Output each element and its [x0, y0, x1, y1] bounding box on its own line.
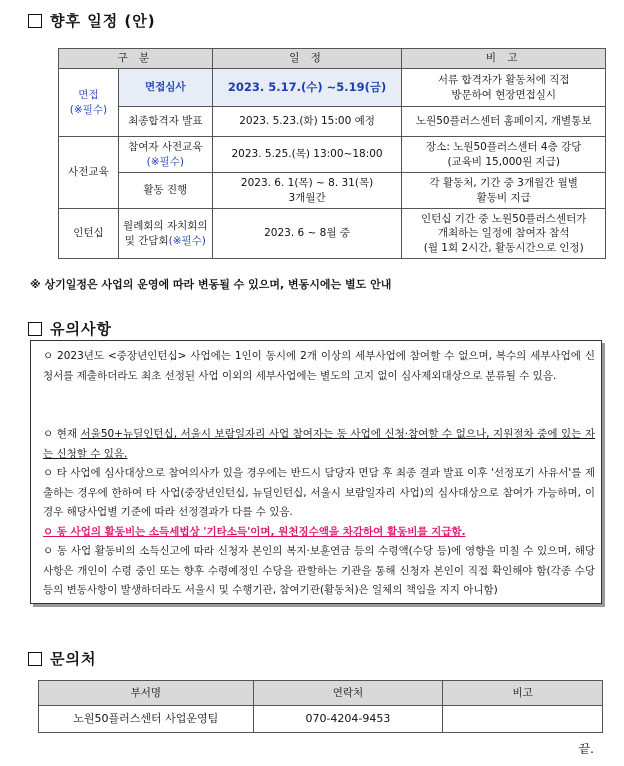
department-cell: 노원50플러스센터 사업운영팀: [39, 706, 254, 733]
schedule-table: [58, 48, 606, 259]
phone-cell: 070-4204-9453: [253, 706, 443, 733]
final-name-cell: 최종합격자 발표: [118, 107, 212, 137]
table-row: [59, 173, 606, 209]
interview-note-cell: 서류 합격자가 활동처에 직접 방문하여 현장면접실시: [402, 69, 606, 107]
schedule-note: ※ 상기일정은 사업의 운영에 따라 변동될 수 있으며, 변동시에는 별도 안내: [30, 278, 392, 291]
contact-header-row: [39, 681, 603, 706]
pre-name-cell: 참여자 사전교육 (※필수): [118, 137, 212, 173]
header-department: 부서명: [39, 681, 254, 706]
header-phone: 연락처: [253, 681, 443, 706]
notice-section-title: 유의사항: [28, 318, 112, 339]
activity-date-cell: 2023. 6. 1(목) ~ 8. 31(목) 3개월간: [212, 173, 402, 209]
notice-item: ㅇ 타 사업에 심사대상으로 참여의사가 있을 경우에는 반드시 담당자 면담 후 최종 결과 발표 이후 '선정포기 사유서'를 제출하는 경우에 한하여 타 사업(중장년인턴십, 뉴딜인턴십, 서울시 보람일자리 사업)의 심사대상으로 참여가 가능하며, 이 경우 해당사업별 기준에 따라 선정결과가 다를 수 있음.: [43, 467, 595, 518]
schedule-section-title: 향후 일정 (안): [28, 10, 156, 31]
pre-date-cell: 2023. 5.25.(목) 13:00~18:00: [212, 137, 402, 173]
header-schedule: 일 정: [212, 49, 402, 69]
notice-box: [30, 340, 602, 604]
notice-item: ㅇ 동 사업 활동비의 소득신고에 따라 신청자 본인의 복지·보훈연금 등의 수령액(수당 등)에 영향을 미칠 수 있으며, 해당 사항은 개인이 수령 중인 또는 향후 수령예정인 수당을 관할하는 기관을 통해 신청자 본인이 직접 확인해야 함(각종 수당 등의 변동사항이 발생하더라도 서울시 및 수행기관, 참여기관(활동처)은 일체의 책임을 지지 아니함): [43, 545, 595, 596]
table-row: [59, 107, 606, 137]
checkbox-square-icon: [28, 14, 42, 28]
pre-group-cell: 사전교육: [59, 137, 119, 209]
end-mark: 끝.: [578, 742, 594, 756]
notice-item-highlight: ㅇ 동 사업의 활동비는 소득세법상 '기타소득'이며, 원천징수액을 차감하여 활동비를 지급함.: [43, 526, 466, 538]
internship-note-cell: 인턴십 기간 중 노원50플러스센터가 개최하는 일정에 참여자 참석 (월 1회 2시간, 활동시간으로 인정): [402, 209, 606, 259]
table-row: [59, 69, 606, 107]
internship-date-cell: 2023. 6 ~ 8월 중: [212, 209, 402, 259]
checkbox-square-icon: [28, 652, 42, 666]
notice-item: ㅇ 2023년도 <중장년인턴십> 사업에는 1인이 동시에 2개 이상의 세부사업에 참여할 수 없으며, 복수의 세부사업에 신청서를 제출하더라도 최초 선정된 사업 이외의 세부사업에는 별도의 고지 없이 심사제외대상으로 분류될 수 있음.: [43, 350, 595, 382]
final-date-cell: 2023. 5.23.(화) 15:00 예정: [212, 107, 402, 137]
header-remark: 비고: [443, 681, 603, 706]
internship-group-cell: 인턴십: [59, 209, 119, 259]
final-note-cell: 노원50플러스센터 홈페이지, 개별통보: [402, 107, 606, 137]
activity-name-cell: 활동 진행: [118, 173, 212, 209]
schedule-header-row: [59, 49, 606, 69]
activity-note-cell: 각 활동처, 기간 중 3개월간 월별 활동비 지급: [402, 173, 606, 209]
notice-item: ㅇ 현재 서울50+뉴딜인턴십, 서울시 보람일자리 사업 참여자는 동 사업에 신청·참여할 수 없으나, 지원절차 중에 있는 자는 신청할 수 있음.: [43, 428, 595, 460]
header-category: 구 분: [59, 49, 213, 69]
table-row: [59, 137, 606, 173]
table-row: [59, 209, 606, 259]
contact-section-title: 문의처: [28, 648, 96, 669]
internship-name-cell: 월례회의 자치회의 및 간담회(※필수): [118, 209, 212, 259]
checkbox-square-icon: [28, 322, 42, 336]
remark-cell: [443, 706, 603, 733]
interview-date-cell: 2023. 5.17.(수) ~5.19(금): [212, 69, 402, 107]
interview-group-cell: 면접 (※필수): [59, 69, 119, 137]
interview-name-cell: 면접심사: [118, 69, 212, 107]
contact-table: [38, 680, 603, 733]
table-row: [39, 706, 603, 733]
pre-note-cell: 장소: 노원50플러스센터 4층 강당 (교육비 15,000원 지급): [402, 137, 606, 173]
header-remark: 비 고: [402, 49, 606, 69]
